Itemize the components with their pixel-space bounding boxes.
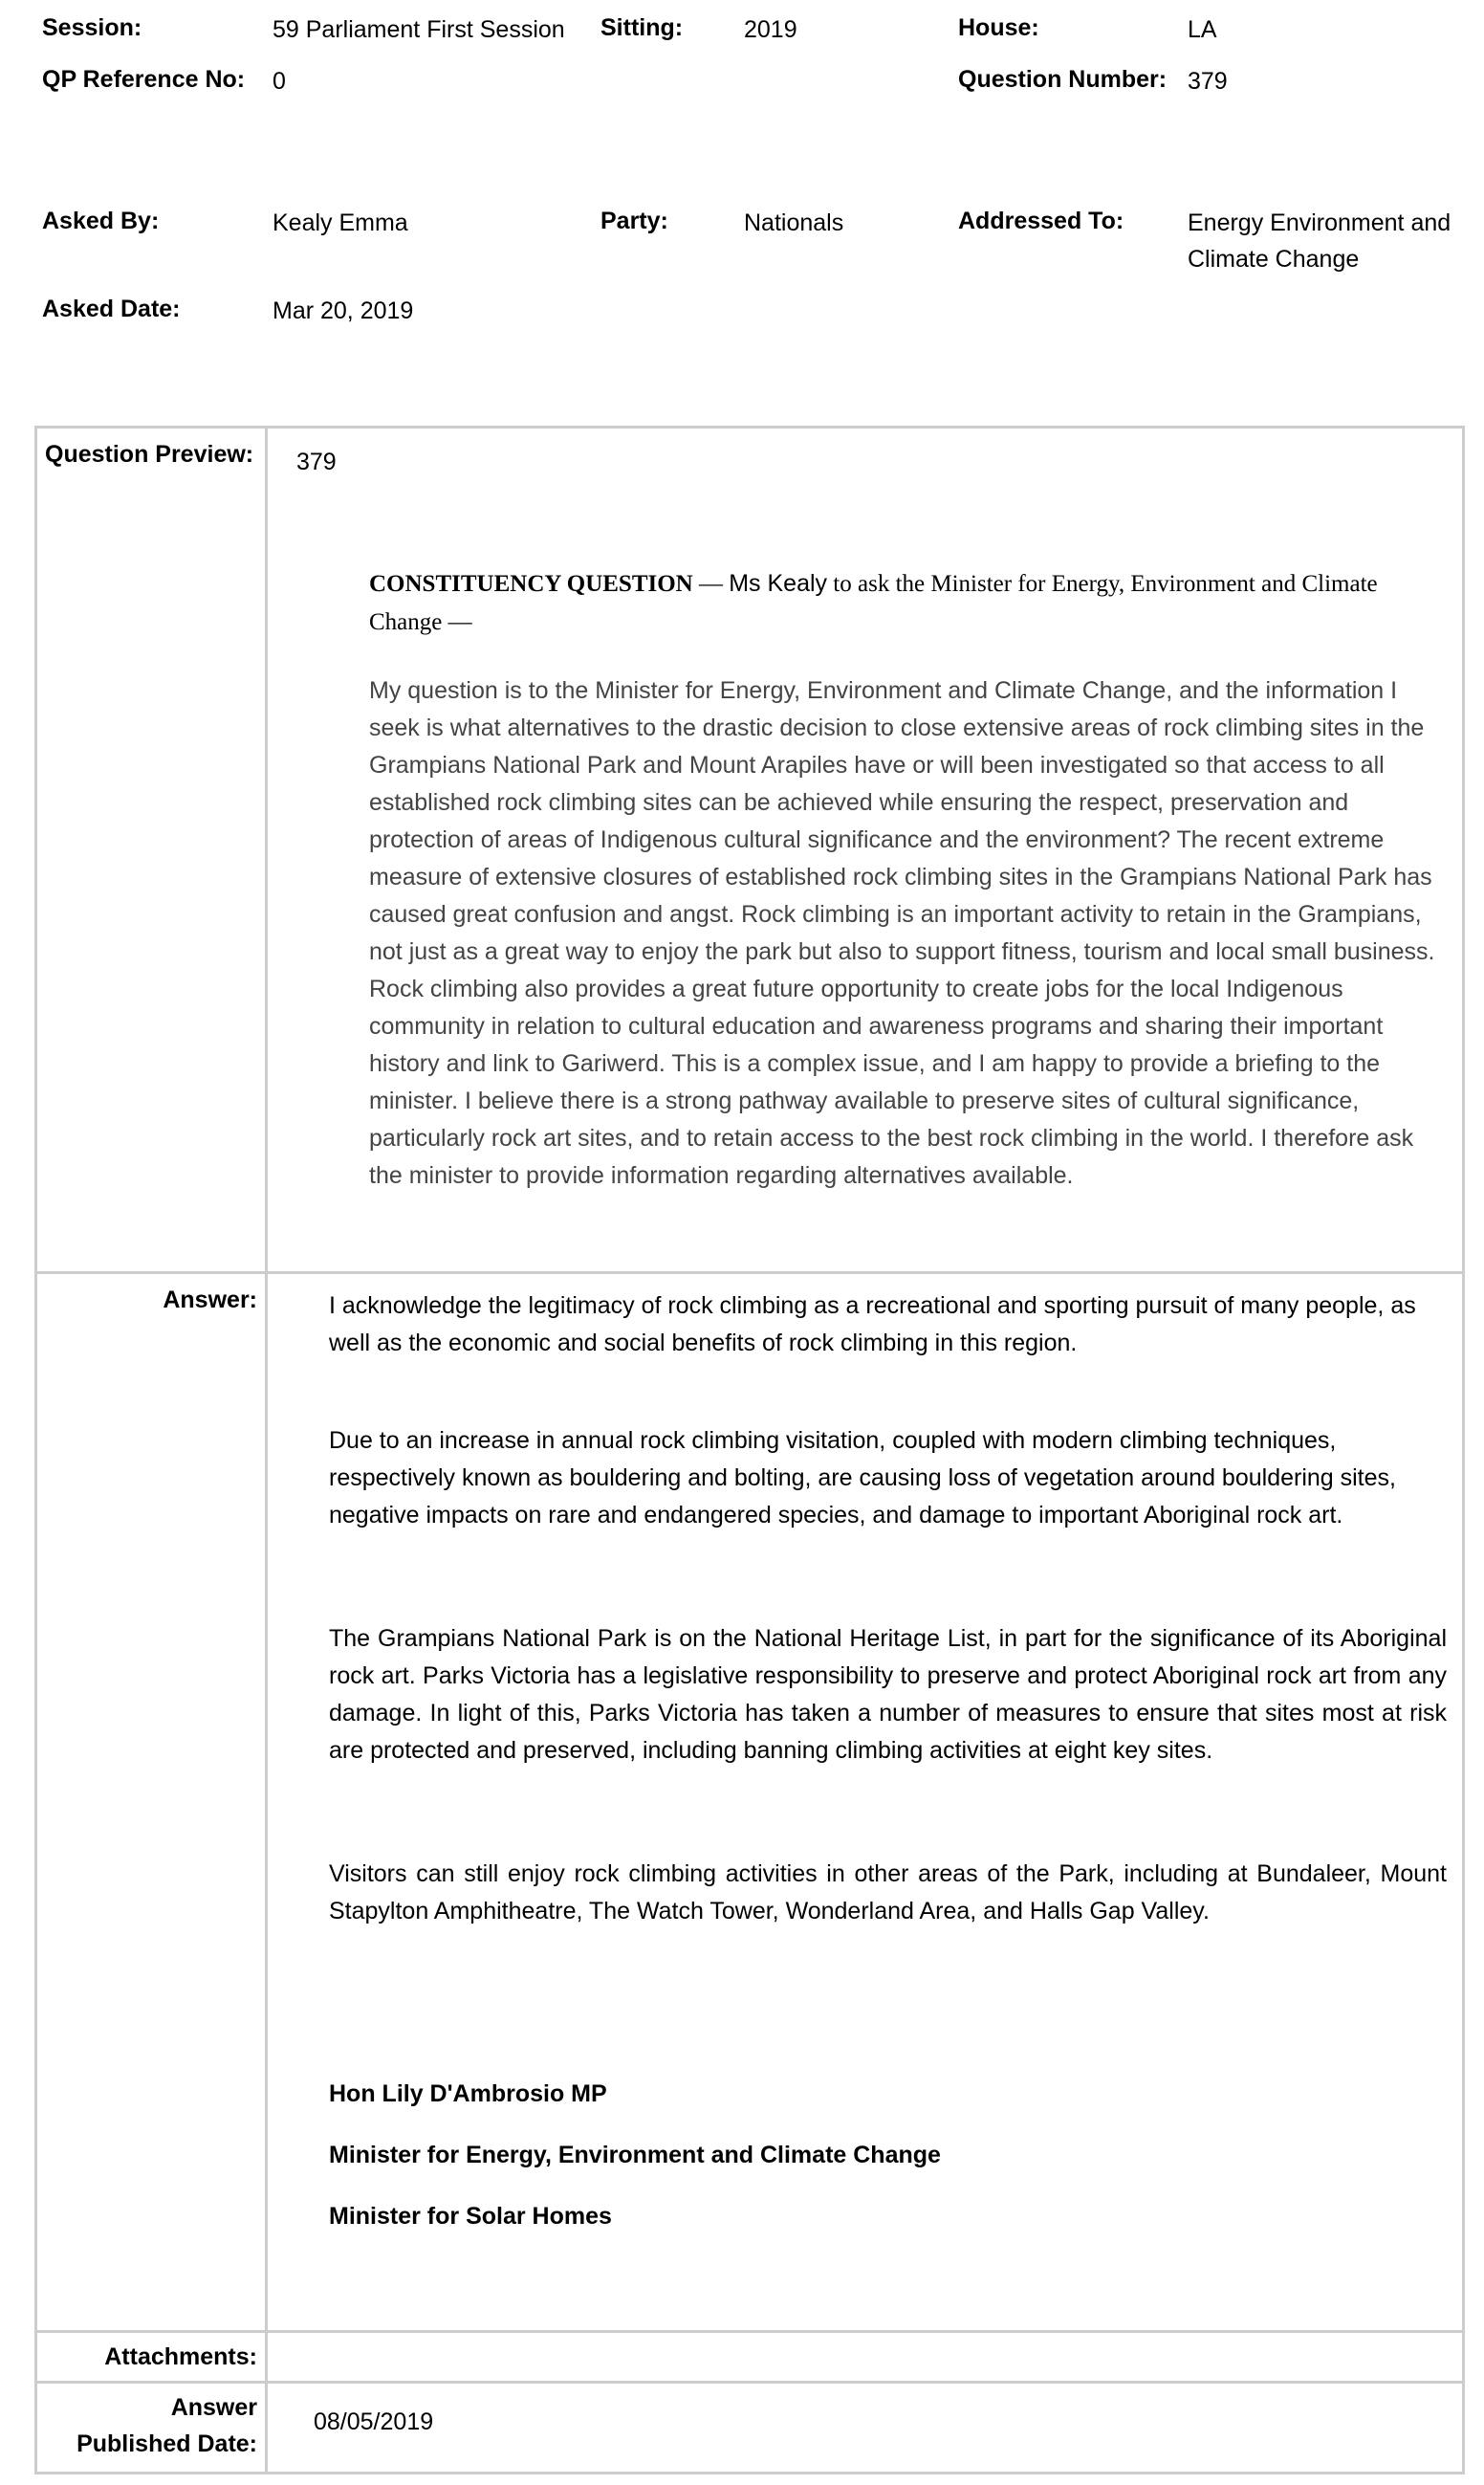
sitting-value: 2019 bbox=[744, 16, 797, 43]
answer-paragraph: I acknowledge the legitimacy of rock climbing as a recreational and sporting pursuit of many people, as well as the economic and social benefits of rock climbing in this region. bbox=[329, 1292, 1416, 1356]
published-date-label-cell bbox=[36, 2383, 267, 2474]
addressed-to-value: Energy Environment and Climate Change bbox=[1188, 209, 1451, 273]
answer-body bbox=[329, 1287, 1447, 1930]
question-preview-label: Question Preview: bbox=[45, 441, 254, 468]
session-label: Session: bbox=[42, 14, 142, 41]
session-value: 59 Parliament First Session bbox=[273, 16, 565, 43]
question-preview-number: 379 bbox=[296, 449, 337, 475]
asked-date-value: Mar 20, 2019 bbox=[273, 297, 414, 324]
answer-paragraph: Due to an increase in annual rock climbing visitation, coupled with modern climbing techniques, respectively known as bouldering and bolting, are causing loss of vegetation around bouldering sites, negative impacts on rare and endangered species, and damage to important Aboriginal rock art. bbox=[329, 1427, 1396, 1528]
question-number-label: Question Number: bbox=[958, 66, 1168, 93]
qp-reference-label: QP Reference No: bbox=[42, 66, 246, 93]
attachments-row bbox=[36, 2332, 1464, 2383]
house-label: House: bbox=[958, 14, 1039, 41]
attachments-label-cell bbox=[36, 2332, 267, 2383]
attachments-cell bbox=[267, 2332, 1464, 2383]
addressed-to-label: Addressed To: bbox=[958, 208, 1124, 234]
question-preview-cell bbox=[267, 428, 1464, 1273]
answer-row bbox=[36, 1273, 1464, 2332]
question-preview-label-cell bbox=[36, 428, 267, 1273]
constituency-question-heading bbox=[369, 564, 1447, 642]
asked-by-value: Kealy Emma bbox=[273, 209, 408, 236]
sitting-label: Sitting: bbox=[600, 14, 684, 41]
constituency-question-title: CONSTITUENCY QUESTION bbox=[369, 571, 693, 597]
published-date-value: 08/05/2019 bbox=[314, 2408, 434, 2435]
party-value: Nationals bbox=[744, 209, 844, 236]
answer-label-cell bbox=[36, 1273, 267, 2332]
published-date-row bbox=[36, 2383, 1464, 2474]
published-date-label bbox=[37, 2384, 265, 2462]
house-value: LA bbox=[1188, 16, 1217, 43]
attachments-label: Attachments: bbox=[104, 2343, 257, 2370]
answer-paragraph: Visitors can still enjoy rock climbing activities in other areas of the Park, including at Bundaleer, Mount Stapylton Amphitheatre, The Watch Tower, Wonderland Area, and Halls Gap Valley. bbox=[329, 1860, 1447, 1924]
heading-dash: — bbox=[692, 571, 730, 597]
published-date-label-line1: Answer bbox=[170, 2394, 257, 2421]
qp-reference-value: 0 bbox=[273, 68, 286, 95]
asked-by-label: Asked By: bbox=[42, 208, 160, 234]
question-text: My question is to the Minister for Energy, Environment and Climate Change, and the information I seek is what alternatives to the drastic decision to close extensive areas of rock climbing sites in the Grampians National Park and Mount Arapiles have or will been investigated so that access to all established rock climbing sites can be achieved while ensuring the respect, preservation and protection of areas of Indigenous cultural significance and the environment? The recent extreme measure of extensive closures of established rock climbing sites in the Grampians National Park has caused great confusion and angst. Rock climbing is an important activity to retain in the Grampians, not just as a great way to enjoy the park but also to support fitness, tourism and local small business. Rock climbing also provides a great future opportunity to create jobs for the local Indigenous community in relation to cultural education and awareness programs and sharing their important history and link to Gariwerd. This is a complex issue, and I am happy to provide a briefing to the minister. I believe there is a strong pathway available to preserve sites of cultural significance, particularly rock art sites, and to retain access to the best rock climbing in the world. I therefore ask the minister to provide information regarding alternatives available. bbox=[369, 677, 1435, 1189]
asked-date-label: Asked Date: bbox=[42, 296, 181, 322]
heading-member: Ms Kealy bbox=[729, 570, 828, 597]
published-date-cell bbox=[267, 2383, 1464, 2474]
answer-spacer bbox=[268, 1930, 1462, 2076]
question-answer-table bbox=[34, 426, 1465, 2474]
minister-title-2: Minister for Solar Homes bbox=[329, 2203, 612, 2230]
answer-cell bbox=[267, 1273, 1464, 2332]
minister-name: Hon Lily D'Ambrosio MP bbox=[329, 2080, 607, 2107]
minister-title-1: Minister for Energy, Environment and Climate Change bbox=[329, 2142, 941, 2168]
party-label: Party: bbox=[600, 208, 668, 234]
answer-label: Answer: bbox=[163, 1286, 257, 1313]
heading-rest: to ask the Minister for Energy, Environment and Climate Change — bbox=[369, 571, 1378, 635]
question-number-value: 379 bbox=[1188, 68, 1228, 95]
question-preview-row bbox=[36, 428, 1464, 1273]
published-date-label-line2: Published Date: bbox=[76, 2430, 257, 2457]
answer-paragraph: The Grampians National Park is on the National Heritage List, in part for the significance of its Aboriginal rock art. Parks Victoria has a legislative responsibility to preserve and protect Aboriginal rock art from any damage. In light of this, Parks Victoria has taken a number of measures to ensure that sites most at risk are protected and preserved, including banning climbing activities at eight key sites. bbox=[329, 1625, 1447, 1764]
